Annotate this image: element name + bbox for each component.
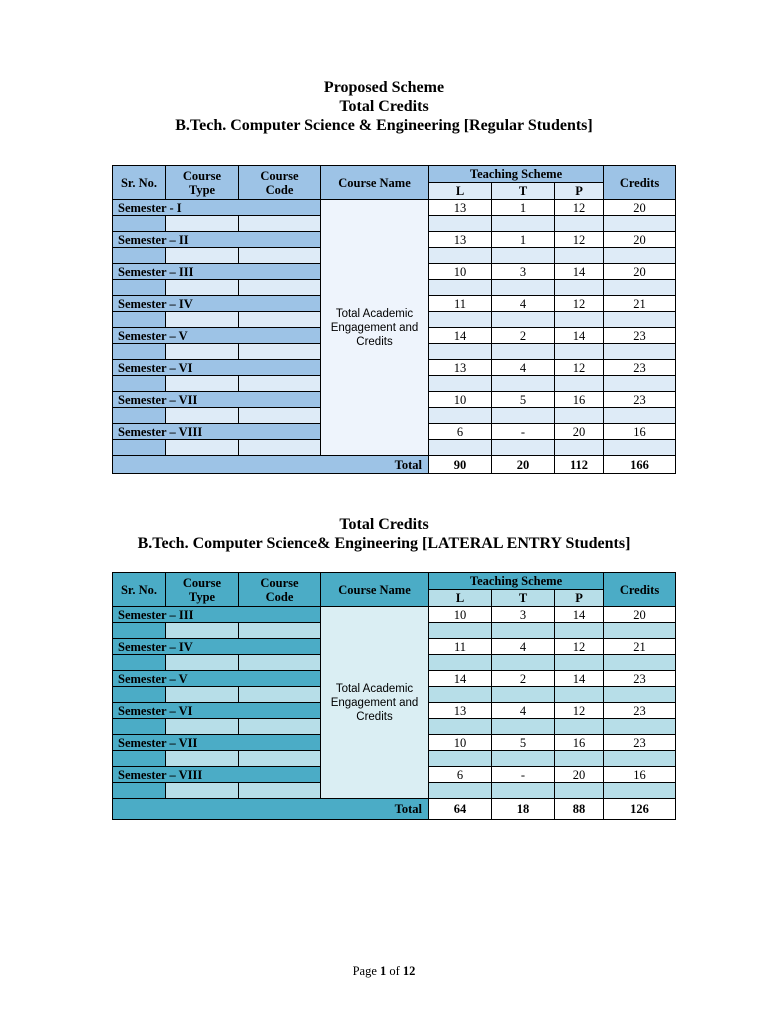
- empty-sr-cell: [113, 312, 166, 328]
- header-course-type: [166, 166, 239, 200]
- empty-t-cell: [492, 783, 555, 799]
- empty-t-cell: [492, 623, 555, 639]
- empty-code-cell: [239, 376, 321, 392]
- empty-sr-cell: [113, 248, 166, 264]
- empty-l-cell: [429, 344, 492, 360]
- value-p: 12: [555, 639, 604, 655]
- empty-t-cell: [492, 751, 555, 767]
- empty-l-cell: [429, 783, 492, 799]
- empty-credits-cell: [604, 376, 676, 392]
- value-credits: 23: [604, 328, 676, 344]
- empty-credits-cell: [604, 623, 676, 639]
- value-t: 4: [492, 296, 555, 312]
- empty-l-cell: [429, 216, 492, 232]
- header-credits: Credits: [604, 573, 676, 607]
- empty-sr-cell: [113, 751, 166, 767]
- header-course-code: [239, 166, 321, 200]
- total-row: [113, 799, 676, 820]
- empty-type-cell: [166, 751, 239, 767]
- empty-credits-cell: [604, 312, 676, 328]
- empty-l-cell: [429, 440, 492, 456]
- header-sr-no: Sr. No.: [113, 573, 166, 607]
- semester-label: Semester – VI: [113, 703, 321, 719]
- header-course-code-line1: Course: [260, 168, 299, 183]
- empty-type-cell: [166, 687, 239, 703]
- value-credits: 23: [604, 671, 676, 687]
- empty-l-cell: [429, 687, 492, 703]
- value-p: 16: [555, 392, 604, 408]
- empty-type-cell: [166, 440, 239, 456]
- value-credits: 16: [604, 767, 676, 783]
- empty-code-cell: [239, 655, 321, 671]
- course-name-cell: Total Academic Engagement and Credits: [321, 200, 429, 456]
- header-course-type-line1: Course: [182, 168, 222, 183]
- empty-p-cell: [555, 248, 604, 264]
- empty-p-cell: [555, 655, 604, 671]
- value-p: 20: [555, 767, 604, 783]
- value-l: 11: [429, 296, 492, 312]
- value-l: 13: [429, 200, 492, 216]
- empty-credits-cell: [604, 440, 676, 456]
- empty-l-cell: [429, 376, 492, 392]
- empty-l-cell: [429, 248, 492, 264]
- empty-t-cell: [492, 408, 555, 424]
- value-t: 1: [492, 200, 555, 216]
- value-t: 2: [492, 671, 555, 687]
- value-p: 12: [555, 360, 604, 376]
- empty-credits-cell: [604, 408, 676, 424]
- empty-sr-cell: [113, 280, 166, 296]
- empty-t-cell: [492, 655, 555, 671]
- empty-sr-cell: [113, 440, 166, 456]
- total-label: Total: [113, 456, 429, 474]
- page-total: 12: [402, 964, 416, 978]
- empty-credits-cell: [604, 751, 676, 767]
- empty-p-cell: [555, 280, 604, 296]
- value-credits: 16: [604, 424, 676, 440]
- empty-t-cell: [492, 344, 555, 360]
- empty-l-cell: [429, 719, 492, 735]
- semester-label: Semester – VIII: [113, 767, 321, 783]
- semester-label: Semester – VII: [113, 392, 321, 408]
- header-teaching-scheme: Teaching Scheme: [429, 166, 604, 183]
- semester-label: Semester – IV: [113, 296, 321, 312]
- empty-credits-cell: [604, 655, 676, 671]
- empty-type-cell: [166, 248, 239, 264]
- empty-code-cell: [239, 312, 321, 328]
- semester-label: Semester – II: [113, 232, 321, 248]
- empty-type-cell: [166, 655, 239, 671]
- value-p: 12: [555, 703, 604, 719]
- empty-type-cell: [166, 376, 239, 392]
- value-credits: 20: [604, 607, 676, 623]
- value-t: 5: [492, 392, 555, 408]
- value-t: 3: [492, 264, 555, 280]
- empty-code-cell: [239, 440, 321, 456]
- value-t: 4: [492, 639, 555, 655]
- empty-t-cell: [492, 216, 555, 232]
- empty-credits-cell: [604, 280, 676, 296]
- header-course-code-line2: Code: [265, 182, 294, 197]
- table-row: [113, 200, 676, 216]
- heading-lateral: [0, 515, 768, 553]
- empty-sr-cell: [113, 344, 166, 360]
- empty-code-cell: [239, 280, 321, 296]
- empty-p-cell: [555, 623, 604, 639]
- header-course-name: Course Name: [321, 166, 429, 200]
- semester-label: Semester – VII: [113, 735, 321, 751]
- value-l: 14: [429, 671, 492, 687]
- header-course-code: [239, 573, 321, 607]
- empty-l-cell: [429, 280, 492, 296]
- header-sr-no: Sr. No.: [113, 166, 166, 200]
- empty-code-cell: [239, 216, 321, 232]
- empty-code-cell: [239, 783, 321, 799]
- empty-type-cell: [166, 312, 239, 328]
- value-credits: 23: [604, 360, 676, 376]
- course-name-cell: Total Academic Engagement and Credits: [321, 607, 429, 799]
- empty-t-cell: [492, 280, 555, 296]
- total-credits: 166: [604, 456, 676, 474]
- empty-credits-cell: [604, 344, 676, 360]
- semester-label: Semester – V: [113, 328, 321, 344]
- header-t: T: [492, 183, 555, 200]
- empty-t-cell: [492, 248, 555, 264]
- empty-code-cell: [239, 751, 321, 767]
- value-l: 10: [429, 264, 492, 280]
- value-l: 14: [429, 328, 492, 344]
- total-p: 88: [555, 799, 604, 820]
- empty-p-cell: [555, 408, 604, 424]
- header-course-code-line1: Course: [260, 575, 299, 590]
- header-course-type: [166, 573, 239, 607]
- semester-label: Semester – III: [113, 264, 321, 280]
- page-word: Page: [352, 964, 377, 978]
- value-t: -: [492, 767, 555, 783]
- semester-label: Semester – IV: [113, 639, 321, 655]
- total-l: 64: [429, 799, 492, 820]
- total-p: 112: [555, 456, 604, 474]
- header-course-code-line2: Code: [265, 589, 294, 604]
- header-p: P: [555, 183, 604, 200]
- credits-table-regular: [112, 165, 676, 474]
- empty-l-cell: [429, 408, 492, 424]
- empty-credits-cell: [604, 719, 676, 735]
- value-t: 5: [492, 735, 555, 751]
- value-l: 13: [429, 360, 492, 376]
- empty-credits-cell: [604, 248, 676, 264]
- value-l: 10: [429, 392, 492, 408]
- empty-type-cell: [166, 408, 239, 424]
- value-l: 10: [429, 735, 492, 751]
- empty-type-cell: [166, 344, 239, 360]
- empty-code-cell: [239, 687, 321, 703]
- empty-sr-cell: [113, 376, 166, 392]
- empty-t-cell: [492, 440, 555, 456]
- semester-label: Semester – III: [113, 607, 321, 623]
- value-t: -: [492, 424, 555, 440]
- total-label: Total: [113, 799, 429, 820]
- empty-sr-cell: [113, 623, 166, 639]
- value-p: 20: [555, 424, 604, 440]
- empty-t-cell: [492, 719, 555, 735]
- empty-p-cell: [555, 376, 604, 392]
- value-t: 4: [492, 360, 555, 376]
- value-p: 12: [555, 296, 604, 312]
- header-teaching-scheme: Teaching Scheme: [429, 573, 604, 590]
- empty-type-cell: [166, 719, 239, 735]
- header-t: T: [492, 590, 555, 607]
- value-p: 14: [555, 264, 604, 280]
- credits-table-lateral: [112, 572, 676, 820]
- empty-sr-cell: [113, 216, 166, 232]
- header-course-type-line2: Type: [188, 182, 216, 197]
- value-p: 12: [555, 232, 604, 248]
- value-credits: 23: [604, 392, 676, 408]
- header-credits: Credits: [604, 166, 676, 200]
- header-course-type-line2: Type: [188, 589, 216, 604]
- value-l: 6: [429, 767, 492, 783]
- empty-p-cell: [555, 783, 604, 799]
- empty-sr-cell: [113, 783, 166, 799]
- empty-sr-cell: [113, 687, 166, 703]
- value-t: 2: [492, 328, 555, 344]
- empty-t-cell: [492, 376, 555, 392]
- value-l: 10: [429, 607, 492, 623]
- empty-p-cell: [555, 440, 604, 456]
- header-p: P: [555, 590, 604, 607]
- heading-regular: [0, 78, 768, 135]
- empty-t-cell: [492, 312, 555, 328]
- header-course-name: Course Name: [321, 573, 429, 607]
- empty-sr-cell: [113, 719, 166, 735]
- empty-p-cell: [555, 719, 604, 735]
- empty-l-cell: [429, 751, 492, 767]
- value-credits: 23: [604, 735, 676, 751]
- value-credits: 20: [604, 232, 676, 248]
- header-l: L: [429, 590, 492, 607]
- heading-proposed-scheme: Proposed Scheme: [323, 79, 445, 96]
- empty-l-cell: [429, 655, 492, 671]
- table-row: [113, 607, 676, 623]
- empty-sr-cell: [113, 655, 166, 671]
- empty-p-cell: [555, 687, 604, 703]
- value-t: 4: [492, 703, 555, 719]
- value-credits: 20: [604, 264, 676, 280]
- total-l: 90: [429, 456, 492, 474]
- total-credits: 126: [604, 799, 676, 820]
- empty-code-cell: [239, 719, 321, 735]
- value-t: 1: [492, 232, 555, 248]
- empty-type-cell: [166, 280, 239, 296]
- value-p: 14: [555, 607, 604, 623]
- empty-code-cell: [239, 344, 321, 360]
- empty-credits-cell: [604, 687, 676, 703]
- value-credits: 23: [604, 703, 676, 719]
- empty-code-cell: [239, 248, 321, 264]
- empty-p-cell: [555, 344, 604, 360]
- semester-label: Semester – VI: [113, 360, 321, 376]
- total-t: 20: [492, 456, 555, 474]
- empty-code-cell: [239, 623, 321, 639]
- heading-programme-lateral: B.Tech. Computer Science& Engineering [LATERAL ENTRY Students]: [137, 535, 631, 552]
- empty-credits-cell: [604, 783, 676, 799]
- empty-type-cell: [166, 216, 239, 232]
- value-p: 14: [555, 328, 604, 344]
- page-number: 1: [380, 964, 387, 978]
- heading-total-credits: Total Credits: [339, 98, 429, 115]
- value-credits: 21: [604, 296, 676, 312]
- of-word: of: [389, 964, 400, 978]
- semester-label: Semester – VIII: [113, 424, 321, 440]
- value-p: 14: [555, 671, 604, 687]
- heading-total-credits-lateral: Total Credits: [339, 516, 429, 533]
- empty-l-cell: [429, 312, 492, 328]
- empty-p-cell: [555, 216, 604, 232]
- heading-programme-regular: B.Tech. Computer Science & Engineering [Regular Students]: [175, 117, 593, 134]
- header-course-type-line1: Course: [182, 575, 222, 590]
- empty-type-cell: [166, 783, 239, 799]
- value-l: 6: [429, 424, 492, 440]
- value-p: 16: [555, 735, 604, 751]
- empty-l-cell: [429, 623, 492, 639]
- value-p: 12: [555, 200, 604, 216]
- value-credits: 20: [604, 200, 676, 216]
- value-t: 3: [492, 607, 555, 623]
- empty-sr-cell: [113, 408, 166, 424]
- empty-type-cell: [166, 623, 239, 639]
- total-t: 18: [492, 799, 555, 820]
- semester-label: Semester - I: [113, 200, 321, 216]
- empty-p-cell: [555, 312, 604, 328]
- value-l: 11: [429, 639, 492, 655]
- value-l: 13: [429, 232, 492, 248]
- value-credits: 21: [604, 639, 676, 655]
- page-footer: [0, 964, 768, 979]
- semester-label: Semester – V: [113, 671, 321, 687]
- empty-credits-cell: [604, 216, 676, 232]
- empty-code-cell: [239, 408, 321, 424]
- header-l: L: [429, 183, 492, 200]
- total-row: [113, 456, 676, 474]
- empty-t-cell: [492, 687, 555, 703]
- value-l: 13: [429, 703, 492, 719]
- empty-p-cell: [555, 751, 604, 767]
